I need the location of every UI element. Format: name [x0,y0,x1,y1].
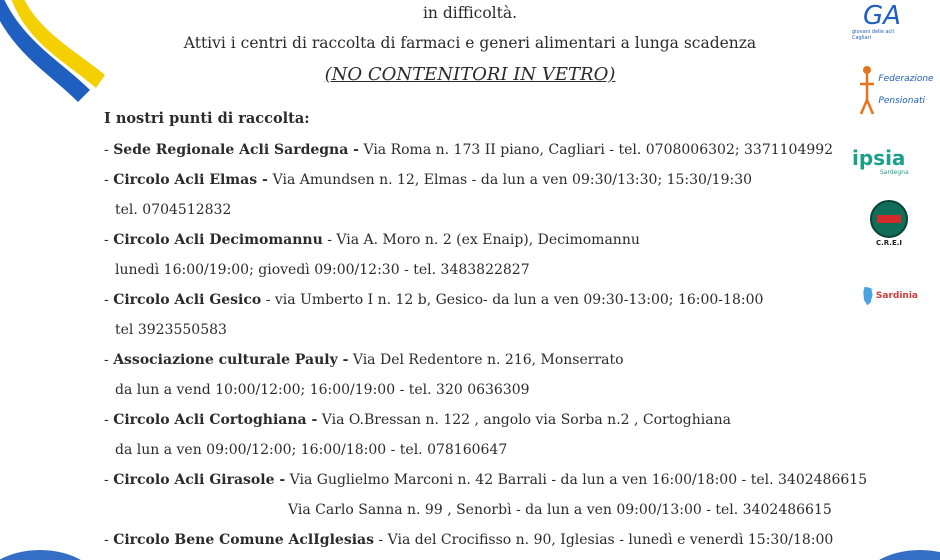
collection-points-title: I nostri punti di raccolta: [104,110,310,127]
point-extra: tel 3923550583 [115,322,227,338]
point-detail: Via Roma n. 173 II piano, Cagliari - tel. 0708006302; 3371104992 [359,142,834,158]
list-item: - Sede Regionale Acli Sardegna - Via Roma n. 173 II piano, Cagliari - tel. 0708006302; 3371104992 [104,142,834,158]
bottom-left-decoration [0,530,100,560]
list-item: - Associazione culturale Pauly - Via Del Redentore n. 216, Monserrato [104,352,624,368]
point-name: Circolo Acli Elmas - [113,172,273,188]
list-item: - Circolo Bene Comune AclIglesias - Via del Crocifisso n. 90, Iglesias - lunedì e venerdì 15:30/18:00 [104,532,834,548]
point-detail: Via Guglielmo Marconi n. 42 Barrali - da lun a ven 16:00/18:00 - tel. 3402486615 [285,472,868,488]
fap-logo-subtext: Pensionati [878,95,926,106]
sardinia-logo [862,278,918,314]
point-name: Circolo Bene Comune AclIglesias [113,532,374,548]
point-name: Sede Regionale Acli Sardegna - [113,142,359,158]
sardinia-logo-text: Sardinia [875,291,918,301]
point-extra: Via Carlo Sanna n. 99 , Senorbì - da lun a ven 09:00/13:00 - tel. 3402486615 [288,502,832,518]
point-detail: - via Umberto I n. 12 b, Gesico- da lun a ven 09:30-13:00; 16:00-18:00 [261,292,764,308]
point-extra: da lun a ven 09:00/12:00; 16:00/18:00 - tel. 078160647 [115,442,508,458]
point-name: Circolo Acli Girasole - [113,472,286,488]
point-name: Circolo Acli Gesico [113,292,262,308]
ga-logo-subtext: giovani delle acli Cagliari [852,29,895,41]
crei-logo [864,194,914,252]
point-extra: tel. 0704512832 [115,202,232,218]
point-detail: Via O.Bressan n. 122 , angolo via Sorba n.2 , Cortoghiana [317,412,731,428]
crei-logo-text: C.R.E.I [875,239,903,247]
sardinia-island-icon [862,280,874,312]
point-extra: da lun a vend 10:00/12:00; 16:00/19:00 - tel. 320 0636309 [115,382,530,398]
list-item: - Circolo Acli Decimomannu - Via A. Moro n. 2 (ex Enaip), Decimomannu [104,232,640,248]
ipsia-logo [852,144,934,178]
fap-logo-text: Federazione [878,73,934,84]
header-note-no-glass: (NO CONTENITORI IN VETRO) [324,64,616,85]
header-line-2: Attivi i centri di raccolta di farmaci e generi alimentari a lunga scadenza [183,34,757,52]
list-item: - Circolo Acli Elmas - Via Amundsen n. 12, Elmas - da lun a ven 09:30/13:30; 15:30/19:30 [104,172,753,188]
ga-logo [852,2,912,42]
bottom-right-decoration [860,530,940,560]
ipsia-logo-subtext: Sardegna [880,168,909,176]
point-detail: Via Del Redentore n. 216, Monserrato [348,352,624,368]
crei-circle-icon [869,199,909,239]
ga-logo-text: GA [863,1,901,31]
point-detail: - Via A. Moro n. 2 (ex Enaip), Decimomannu [322,232,640,248]
point-name: Circolo Acli Decimomannu [113,232,323,248]
point-name: Associazione culturale Pauly - [113,352,349,368]
ipsia-logo-text: ipsia [852,145,906,170]
fap-figure-icon [856,64,878,116]
point-detail: Via Amundsen n. 12, Elmas - da lun a ven 09:30/13:30; 15:30/19:30 [272,172,753,188]
point-detail: - Via del Crocifisso n. 90, Iglesias - lunedì e venerdì 15:30/18:00 [373,532,834,548]
list-item: - Circolo Acli Cortoghiana - Via O.Bressan n. 122 , angolo via Sorba n.2 , Cortoghiana [104,412,731,428]
list-item: - Circolo Acli Girasole - Via Guglielmo Marconi n. 42 Barrali - da lun a ven 16:00/18:00 - tel. 3402486615 [104,472,868,488]
point-name: Circolo Acli Cortoghiana - [113,412,318,428]
list-item: - Circolo Acli Gesico - via Umberto I n. 12 b, Gesico- da lun a ven 09:30-13:00; 16:00-18:00 [104,292,764,308]
header-line-1: in difficoltà. [422,4,518,22]
fap-logo [850,64,940,116]
point-extra: lunedì 16:00/19:00; giovedì 09:00/12:30 - tel. 3483822827 [115,262,530,278]
